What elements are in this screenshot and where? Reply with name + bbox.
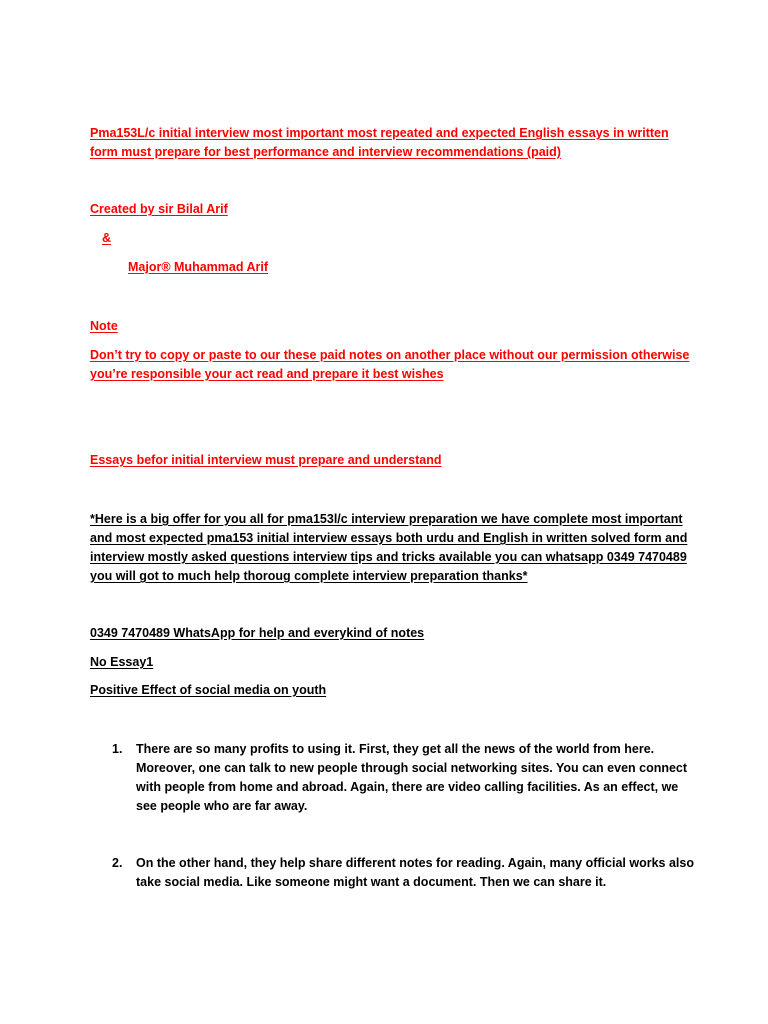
- ampersand-text: &: [102, 231, 112, 245]
- point-number: 1.: [112, 742, 123, 756]
- point-text: On the other hand, they help share different notes for reading. Again, many official works also take social media. Like someone might want a document. Then we can share it.: [136, 856, 694, 889]
- coauthor-text: Major® Muhammad Arif: [128, 260, 269, 274]
- essays-heading: Essays befor initial interview must prepare and understand: [90, 453, 442, 467]
- note-heading: Note: [90, 319, 118, 333]
- coauthor-line: [90, 258, 690, 277]
- essay-title: Positive Effect of social media on youth: [90, 683, 327, 697]
- ampersand-line: [90, 229, 690, 248]
- created-by-line: Created by sir Bilal Arif: [90, 202, 228, 216]
- document-title: Pma153L/c initial interview most important most repeated and expected English essays in written form must prepare for best performance and interview recommendations (paid): [90, 126, 669, 159]
- point-text: There are so many profits to using it. First, they get all the news of the world from here. Moreover, one can talk to new people through social networking sites. You can even connect with people from home and abroad. Again, there are video calling facilities. As an effect, we see people who are far away.: [136, 742, 688, 813]
- note-text: Don’t try to copy or paste to our these paid notes on another place without our permission otherwise you’re responsible your act read and prepare it best wishes: [90, 348, 690, 381]
- essay-number: No Essay1: [90, 655, 154, 669]
- whatsapp-line: 0349 7470489 WhatsApp for help and everykind of notes: [90, 626, 425, 640]
- offer-paragraph: *Here is a big offer for you all for pma153l/c interview preparation we have complete most important and most expected pma153 initial interview essays both urdu and English in written solved form and interview mostly asked questions interview tips and tricks available you can whatsapp 0349 7470489 you will got to much help thoroug complete interview preparation thanks*: [90, 512, 688, 583]
- point-number: 2.: [112, 856, 123, 870]
